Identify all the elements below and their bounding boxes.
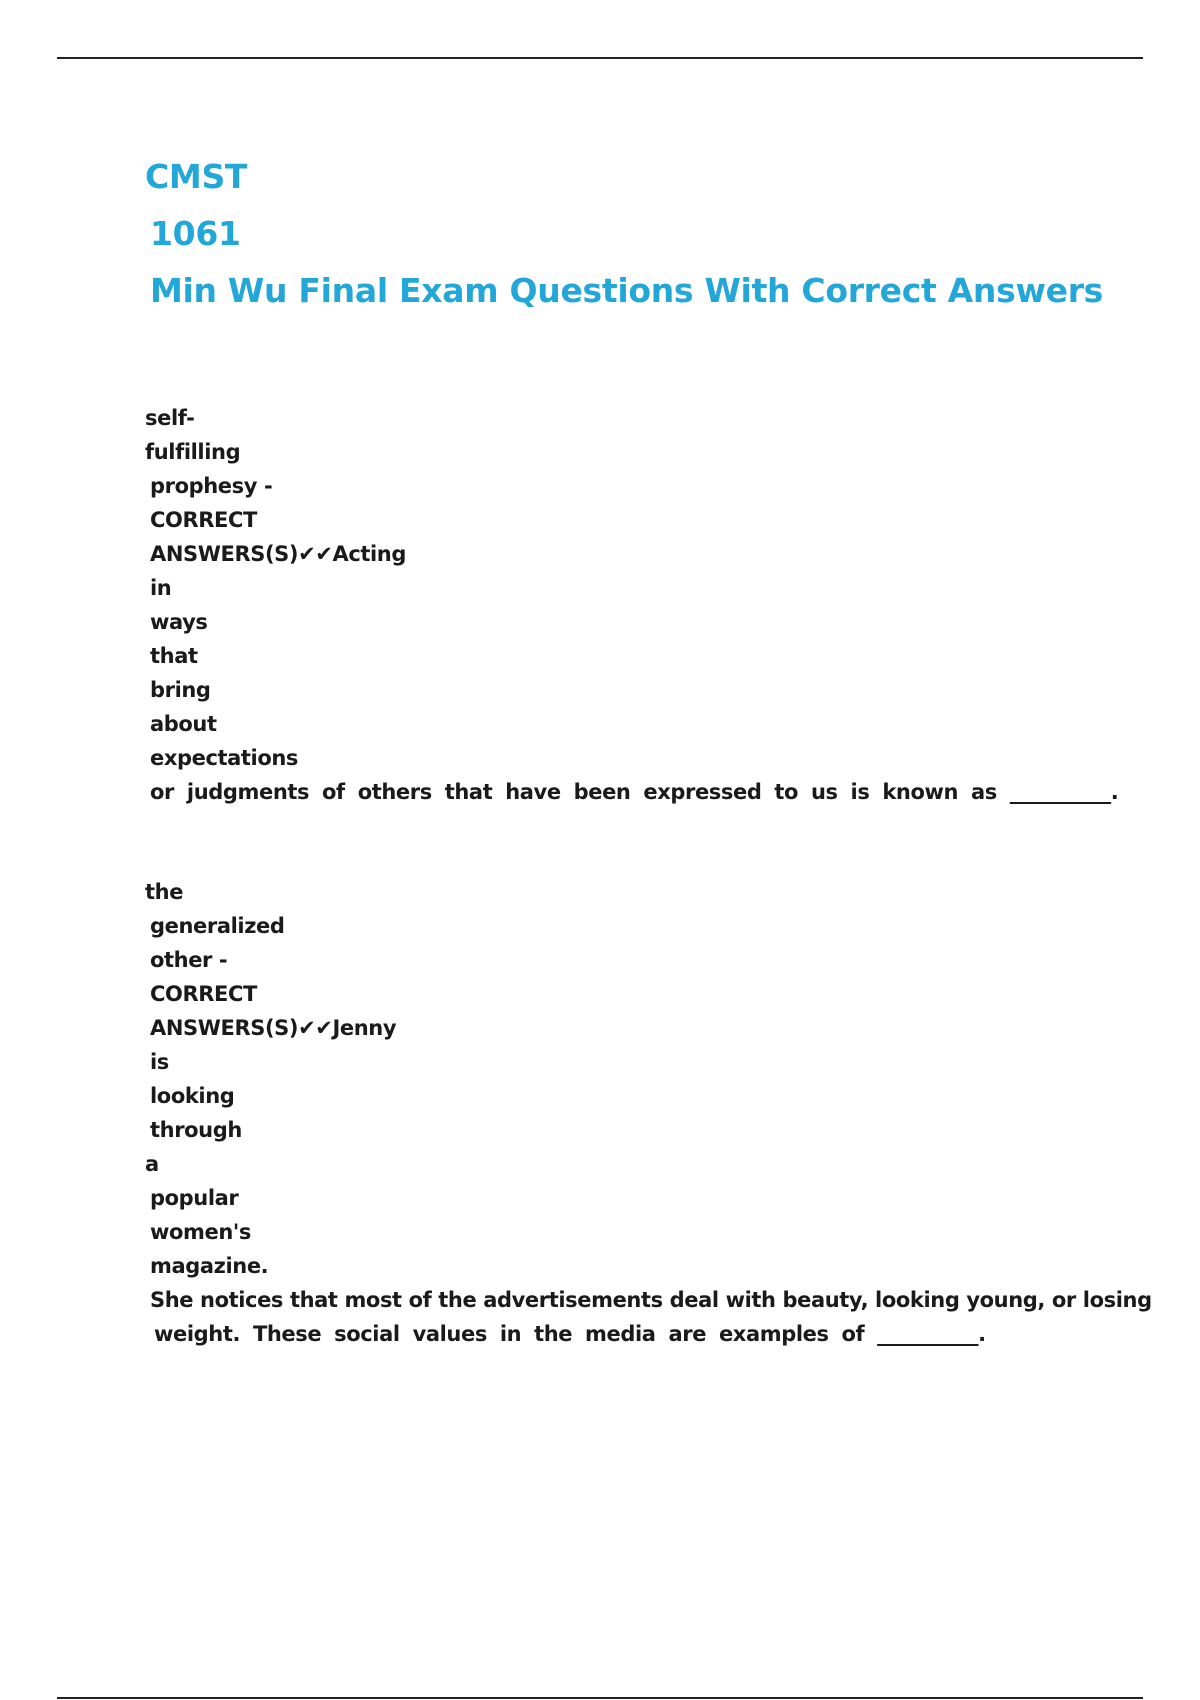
question-word: that bbox=[150, 644, 198, 668]
answer-term-word: the bbox=[145, 880, 184, 904]
answer-term-word: self- bbox=[145, 406, 195, 430]
title-exam-name: Min Wu Final Exam Questions With Correct Answers bbox=[150, 271, 1104, 310]
question-word: looking bbox=[150, 1084, 235, 1108]
question-answer-1 bbox=[145, 401, 1118, 809]
correct-label-word: ANSWERS(S)✔✔Acting bbox=[150, 542, 406, 566]
correct-label-word: CORRECT bbox=[150, 982, 257, 1006]
top-rule bbox=[57, 57, 1143, 59]
question-text-line: or judgments of others that have been expressed to us is known as __________. bbox=[150, 780, 1119, 804]
question-word: magazine. bbox=[150, 1254, 269, 1278]
question-word: about bbox=[150, 712, 217, 736]
bottom-rule bbox=[57, 1697, 1143, 1699]
question-word: bring bbox=[150, 678, 211, 702]
answer-term-word: fulfilling bbox=[145, 440, 241, 464]
question-word: through bbox=[150, 1118, 242, 1142]
question-answer-2 bbox=[145, 875, 1152, 1351]
question-word: in bbox=[150, 576, 172, 600]
title-course-code: CMST bbox=[145, 157, 248, 196]
question-word: is bbox=[150, 1050, 169, 1074]
question-word: expectations bbox=[150, 746, 299, 770]
question-word: popular bbox=[150, 1186, 239, 1210]
question-word: women's bbox=[150, 1220, 252, 1244]
title-course-number: 1061 bbox=[150, 214, 241, 253]
question-word: a bbox=[145, 1152, 159, 1176]
answer-term-word: generalized bbox=[150, 914, 285, 938]
document-title bbox=[145, 148, 1103, 319]
question-word: ways bbox=[150, 610, 208, 634]
question-text-line: She notices that most of the advertisements deal with beauty, looking young, or losing bbox=[150, 1288, 1152, 1312]
correct-label-word: ANSWERS(S)✔✔Jenny bbox=[150, 1016, 397, 1040]
answer-term-word: other - bbox=[150, 948, 228, 972]
correct-label-word: CORRECT bbox=[150, 508, 257, 532]
question-text-line: weight. These social values in the media are examples of __________. bbox=[154, 1322, 986, 1346]
answer-term-word: prophesy - bbox=[150, 474, 273, 498]
